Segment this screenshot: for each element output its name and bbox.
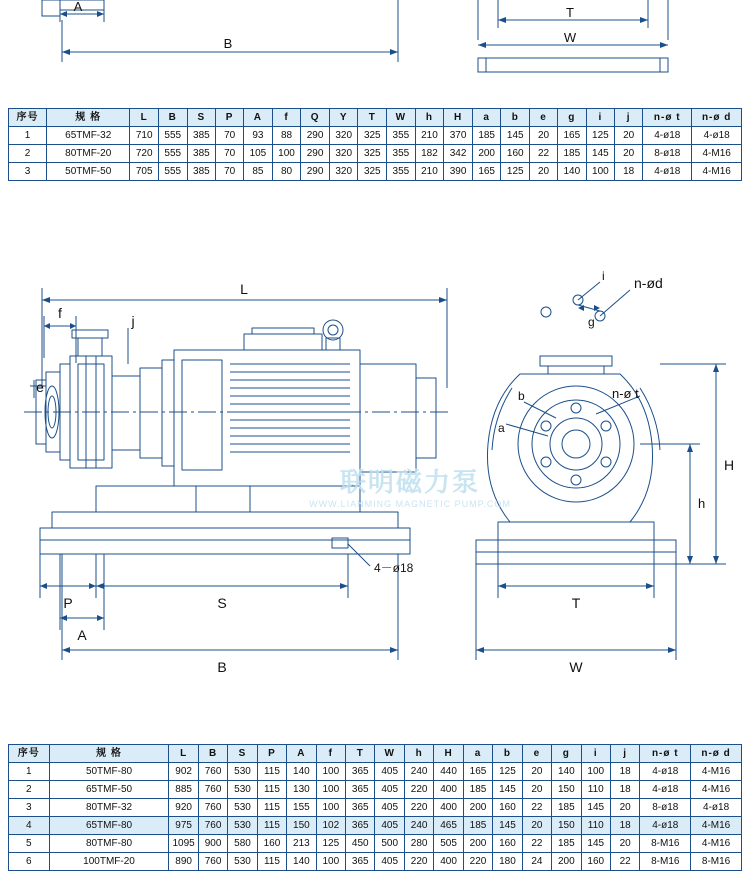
col-header: W: [375, 745, 404, 763]
col-header: i: [581, 745, 610, 763]
cell: 890: [169, 853, 198, 871]
table-row: [9, 853, 742, 871]
cell: 210: [415, 127, 444, 145]
col-header: g: [558, 109, 587, 127]
cell: 22: [522, 799, 551, 817]
cell: 4-ø18: [643, 163, 692, 181]
cell: 185: [463, 781, 492, 799]
cell: 1095: [169, 835, 198, 853]
cell: 580: [228, 835, 257, 853]
cell: 325: [358, 127, 387, 145]
cell: 505: [434, 835, 463, 853]
cell: 18: [610, 817, 639, 835]
cell: 100: [272, 145, 301, 163]
cell: 102: [316, 817, 345, 835]
col-header: Y: [329, 109, 358, 127]
cell: 4-ø18: [640, 817, 691, 835]
col-header: P: [216, 109, 244, 127]
col-header: n-ø t: [640, 745, 691, 763]
cell: 18: [615, 163, 643, 181]
cell: 150: [552, 781, 581, 799]
cell: 6: [9, 853, 50, 871]
cell: 555: [158, 145, 187, 163]
cell: 400: [434, 781, 463, 799]
cell: 465: [434, 817, 463, 835]
cell: 115: [257, 799, 286, 817]
cell: 145: [581, 835, 610, 853]
cell: 165: [472, 163, 501, 181]
cell: 145: [493, 817, 522, 835]
cell: 50TMF-50: [47, 163, 130, 181]
cell: 155: [287, 799, 316, 817]
cell: 165: [558, 127, 587, 145]
cell: 4-ø18: [643, 127, 692, 145]
col-header: 规 格: [49, 745, 169, 763]
cell: 5: [9, 835, 50, 853]
label-n-od: n-ød: [634, 275, 663, 291]
cell: 213: [287, 835, 316, 853]
label-L: L: [240, 281, 248, 297]
cell: 115: [257, 817, 286, 835]
cell: 365: [346, 799, 375, 817]
cell: 65TMF-50: [49, 781, 169, 799]
cell: 8-M16: [691, 853, 742, 871]
col-header: S: [228, 745, 257, 763]
cell: 720: [130, 145, 159, 163]
cell: 760: [198, 781, 227, 799]
cell: 220: [404, 799, 433, 817]
cell: 355: [387, 127, 416, 145]
cell: 760: [198, 763, 227, 781]
cell: 342: [444, 145, 473, 163]
cell: 20: [530, 127, 558, 145]
cell: 4-M16: [691, 781, 742, 799]
col-header: A: [287, 745, 316, 763]
col-header: W: [387, 109, 416, 127]
col-header: B: [198, 745, 227, 763]
col-header: n-ø t: [643, 109, 692, 127]
cell: 530: [228, 799, 257, 817]
cell: 555: [158, 127, 187, 145]
label-W: W: [569, 659, 583, 675]
watermark-line1: 联明磁力泵: [339, 467, 480, 497]
cell: 20: [610, 799, 639, 817]
cell: 405: [375, 817, 404, 835]
cell: 710: [130, 127, 159, 145]
cell: 160: [501, 145, 530, 163]
cell: 100: [586, 163, 615, 181]
cell: 290: [301, 163, 330, 181]
table-header-row: [9, 109, 742, 127]
cell: 405: [375, 853, 404, 871]
cell: 4-M16: [691, 817, 742, 835]
table-row: [9, 763, 742, 781]
cell: 885: [169, 781, 198, 799]
cell: 220: [404, 853, 433, 871]
cell: 975: [169, 817, 198, 835]
col-header: B: [158, 109, 187, 127]
table-header-row: [9, 745, 742, 763]
table-row: [9, 145, 742, 163]
cell: 8-ø18: [643, 145, 692, 163]
cell: 24: [522, 853, 551, 871]
cell: 400: [434, 799, 463, 817]
cell: 3: [9, 799, 50, 817]
table-row: [9, 835, 742, 853]
label-B-top: B: [223, 36, 233, 51]
cell: 165: [463, 763, 492, 781]
col-header: h: [404, 745, 433, 763]
spec-table-top-wrapper: [0, 108, 750, 181]
col-header: f: [316, 745, 345, 763]
cell: 160: [493, 835, 522, 853]
cell: 400: [434, 853, 463, 871]
cell: 365: [346, 853, 375, 871]
cell: 18: [610, 763, 639, 781]
cell: 385: [187, 145, 216, 163]
col-header: Q: [301, 109, 330, 127]
cell: 500: [375, 835, 404, 853]
col-header: f: [272, 109, 301, 127]
cell: 8-M16: [640, 835, 691, 853]
label-bolt-callout: 4－ø18: [374, 561, 414, 575]
cell: 185: [463, 817, 492, 835]
cell: 1: [9, 763, 50, 781]
col-header: a: [472, 109, 501, 127]
col-header: P: [257, 745, 286, 763]
label-j: j: [131, 313, 135, 329]
cell: 4-M16: [692, 145, 742, 163]
col-header: b: [493, 745, 522, 763]
cell: 22: [610, 853, 639, 871]
cell: 22: [530, 145, 558, 163]
cell: 130: [287, 781, 316, 799]
label-f: f: [58, 305, 62, 321]
label-h: h: [698, 496, 706, 511]
label-S: S: [217, 595, 227, 611]
cell: 555: [158, 163, 187, 181]
col-header: j: [615, 109, 643, 127]
cell: 390: [444, 163, 473, 181]
label-i: i: [602, 269, 605, 283]
col-header: g: [552, 745, 581, 763]
cell: 160: [493, 799, 522, 817]
col-header: n-ø d: [692, 109, 742, 127]
label-b: b: [518, 389, 525, 403]
cell: 150: [552, 817, 581, 835]
cell: 320: [329, 145, 358, 163]
cell: 760: [198, 817, 227, 835]
label-T: T: [571, 595, 581, 611]
col-header: e: [530, 109, 558, 127]
col-header: j: [610, 745, 639, 763]
spec-table-top: [8, 108, 742, 181]
table-row: [9, 127, 742, 145]
cell: 125: [316, 835, 345, 853]
table-row: [9, 799, 742, 817]
cell: 385: [187, 163, 216, 181]
cell: 22: [522, 835, 551, 853]
cell: 125: [501, 163, 530, 181]
col-header: L: [130, 109, 159, 127]
cell: 115: [257, 763, 286, 781]
cell: 760: [198, 799, 227, 817]
cell: 160: [257, 835, 286, 853]
watermark-line2: WWW.LIANMING MAGNETIC PUMP.COM: [309, 499, 511, 509]
cell: 110: [581, 817, 610, 835]
cell: 4-M16: [692, 163, 742, 181]
cell: 80: [272, 163, 301, 181]
cell: 100: [316, 763, 345, 781]
col-header: h: [415, 109, 444, 127]
col-header: L: [169, 745, 198, 763]
cell: 100: [316, 853, 345, 871]
cell: 70: [216, 127, 244, 145]
cell: 440: [434, 763, 463, 781]
cell: 150: [287, 817, 316, 835]
cell: 20: [530, 163, 558, 181]
cell: 4-ø18: [691, 799, 742, 817]
cell: 100: [581, 763, 610, 781]
cell: 140: [558, 163, 587, 181]
label-P: P: [63, 595, 73, 611]
cell: 100: [316, 781, 345, 799]
cell: 240: [404, 763, 433, 781]
cell: 80TMF-20: [47, 145, 130, 163]
cell: 20: [615, 145, 643, 163]
cell: 530: [228, 781, 257, 799]
cell: 200: [472, 145, 501, 163]
cell: 280: [404, 835, 433, 853]
cell: 8-ø18: [640, 799, 691, 817]
cell: 65TMF-80: [49, 817, 169, 835]
cell: 180: [493, 853, 522, 871]
cell: 185: [552, 799, 581, 817]
table-row-highlighted: [9, 817, 742, 835]
label-A-top: A: [73, 0, 83, 14]
cell: 405: [375, 799, 404, 817]
cell: 20: [615, 127, 643, 145]
cell: 320: [329, 127, 358, 145]
cell: 325: [358, 145, 387, 163]
cell: 105: [244, 145, 273, 163]
cell: 50TMF-80: [49, 763, 169, 781]
label-a: a: [498, 421, 505, 435]
label-W-top: W: [563, 30, 577, 45]
cell: 900: [198, 835, 227, 853]
col-header: S: [187, 109, 216, 127]
cell: 370: [444, 127, 473, 145]
cell: 125: [586, 127, 615, 145]
cell: 185: [558, 145, 587, 163]
col-header: T: [358, 109, 387, 127]
cell: 100: [316, 799, 345, 817]
cell: 145: [586, 145, 615, 163]
cell: 405: [375, 781, 404, 799]
cell: 355: [387, 163, 416, 181]
cell: 200: [463, 835, 492, 853]
cell: 2: [9, 781, 50, 799]
cell: 160: [581, 853, 610, 871]
cell: 8-M16: [640, 853, 691, 871]
cell: 365: [346, 763, 375, 781]
cell: 4-ø18: [692, 127, 742, 145]
cell: 93: [244, 127, 273, 145]
cell: 20: [522, 781, 551, 799]
watermark: [250, 462, 570, 509]
cell: 355: [387, 145, 416, 163]
label-g: g: [588, 315, 595, 329]
cell: 240: [404, 817, 433, 835]
col-header: H: [444, 109, 473, 127]
cell: 65TMF-32: [47, 127, 130, 145]
cell: 405: [375, 763, 404, 781]
cell: 185: [552, 835, 581, 853]
cell: 220: [463, 853, 492, 871]
cell: 88: [272, 127, 301, 145]
cell: 100TMF-20: [49, 853, 169, 871]
cell: 80TMF-80: [49, 835, 169, 853]
cell: 125: [493, 763, 522, 781]
cell: 4-ø18: [640, 781, 691, 799]
col-header: T: [346, 745, 375, 763]
cell: 320: [329, 163, 358, 181]
table-row: [9, 163, 742, 181]
cell: 210: [415, 163, 444, 181]
cell: 185: [472, 127, 501, 145]
cell: 20: [610, 835, 639, 853]
cell: 145: [501, 127, 530, 145]
cell: 140: [552, 763, 581, 781]
cell: 20: [522, 817, 551, 835]
spec-table-bottom-wrapper: [0, 744, 750, 871]
cell: 110: [581, 781, 610, 799]
table-row: [9, 781, 742, 799]
col-header: A: [244, 109, 273, 127]
label-T-top: T: [566, 5, 574, 20]
cell: 200: [463, 799, 492, 817]
cell: 530: [228, 763, 257, 781]
col-header: 序号: [9, 745, 50, 763]
cell: 385: [187, 127, 216, 145]
col-header: i: [586, 109, 615, 127]
cell: 70: [216, 145, 244, 163]
col-header: 序号: [9, 109, 47, 127]
cell: 220: [404, 781, 433, 799]
cell: 140: [287, 763, 316, 781]
cell: 4-ø18: [640, 763, 691, 781]
cell: 530: [228, 853, 257, 871]
cell: 85: [244, 163, 273, 181]
cell: 200: [552, 853, 581, 871]
cell: 80TMF-32: [49, 799, 169, 817]
cell: 145: [581, 799, 610, 817]
label-n-ot: n-ø t: [612, 386, 639, 401]
cell: 145: [493, 781, 522, 799]
cell: 530: [228, 817, 257, 835]
cell: 325: [358, 163, 387, 181]
cell: 70: [216, 163, 244, 181]
cell: 4-M16: [691, 835, 742, 853]
cell: 18: [610, 781, 639, 799]
cell: 20: [522, 763, 551, 781]
cell: 920: [169, 799, 198, 817]
cell: 115: [257, 853, 286, 871]
cell: 115: [257, 781, 286, 799]
col-header: b: [501, 109, 530, 127]
col-header: n-ø d: [691, 745, 742, 763]
cell: 1: [9, 127, 47, 145]
cell: 182: [415, 145, 444, 163]
cell: 705: [130, 163, 159, 181]
cell: 2: [9, 145, 47, 163]
cell: 140: [287, 853, 316, 871]
col-header: e: [522, 745, 551, 763]
label-B: B: [217, 659, 227, 675]
label-H: H: [724, 457, 735, 473]
spec-table-bottom: [8, 744, 742, 871]
col-header: a: [463, 745, 492, 763]
cell: 290: [301, 127, 330, 145]
cell: 4: [9, 817, 50, 835]
cell: 290: [301, 145, 330, 163]
cell: 3: [9, 163, 47, 181]
label-e: e: [36, 379, 44, 395]
cell: 760: [198, 853, 227, 871]
cell: 365: [346, 781, 375, 799]
cell: 4-M16: [691, 763, 742, 781]
label-A: A: [77, 627, 87, 643]
cell: 365: [346, 817, 375, 835]
col-header: H: [434, 745, 463, 763]
cell: 450: [346, 835, 375, 853]
col-header: 规 格: [47, 109, 130, 127]
cell: 902: [169, 763, 198, 781]
